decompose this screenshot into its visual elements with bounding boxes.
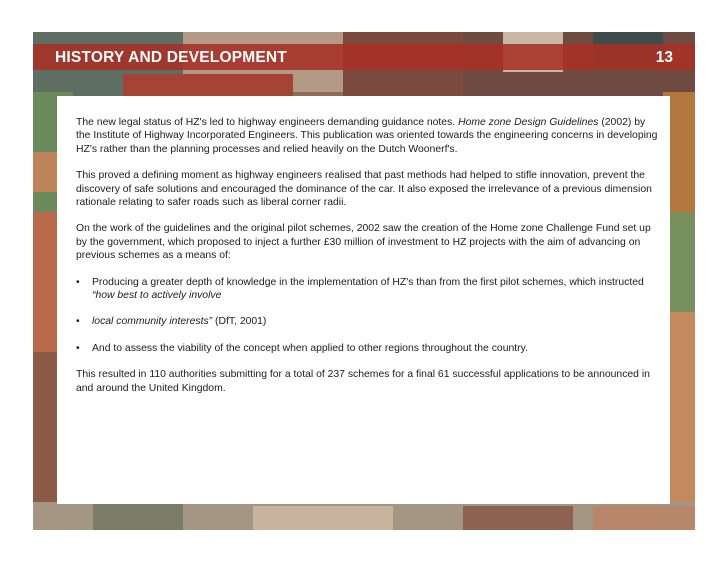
bullet-1-quote: “how best to actively involve [92,290,222,302]
publication-title: Home zone Design Guidelines [458,117,599,128]
bullet-3-text: And to assess the viability of the concept when applied to other regions throughout the country. [92,342,528,354]
slide [33,32,695,530]
paragraph-3: On the work of the guidelines and the original pilot schemes, 2002 saw the creation of the Home zone Challenge Fund set up by the government, which proposed to inject a further £30 million of investment to HZ projects with the aim of advancing on previous schemes as a means of: [76,223,651,262]
body-text [76,116,658,408]
bullet-2-quote: local community interests” [92,316,213,328]
list-item [76,276,658,303]
page-title: HISTORY AND DEVELOPMENT [55,49,287,66]
bullet-list [76,276,658,356]
list-item [76,315,658,328]
title-bar [33,44,695,70]
paragraph-2: This proved a defining moment as highway engineers realised that past methods had helped to stifle innovation, prevent the discovery of safe solutions and encouraged the dominance of the car. It also exposed the irrelevance of a previous dimension rationale relating to safer roads such as liberal corner radii. [76,170,652,209]
bullet-1-text: Producing a greater depth of knowledge in the implementation of HZ's than from the first pilot schemes, which instructed [92,276,644,288]
bullet-icon: • [76,276,80,288]
paragraph-1 [76,116,658,156]
bullet-icon: • [76,342,80,354]
content-panel [57,96,670,504]
paragraph-4: This resulted in 110 authorities submitting for a total of 237 schemes for a final 61 successful applications to be announced in and around the United Kingdom. [76,369,650,394]
bullet-icon: • [76,316,80,328]
page-number: 13 [655,49,673,66]
paragraph-1-rest: (2002) by the Institute of Highway Incorporated Engineers. This publication was oriented towards the engineering concerns in developing HZ's rather than the planning processes and relied heavily on the Dutch Woonerf's. [76,117,658,155]
paragraph-1-text: The new legal status of HZ's led to highway engineers demanding guidance notes. [76,117,456,128]
bullet-2-citation: (DfT, 2001) [215,316,267,328]
list-item [76,342,658,355]
